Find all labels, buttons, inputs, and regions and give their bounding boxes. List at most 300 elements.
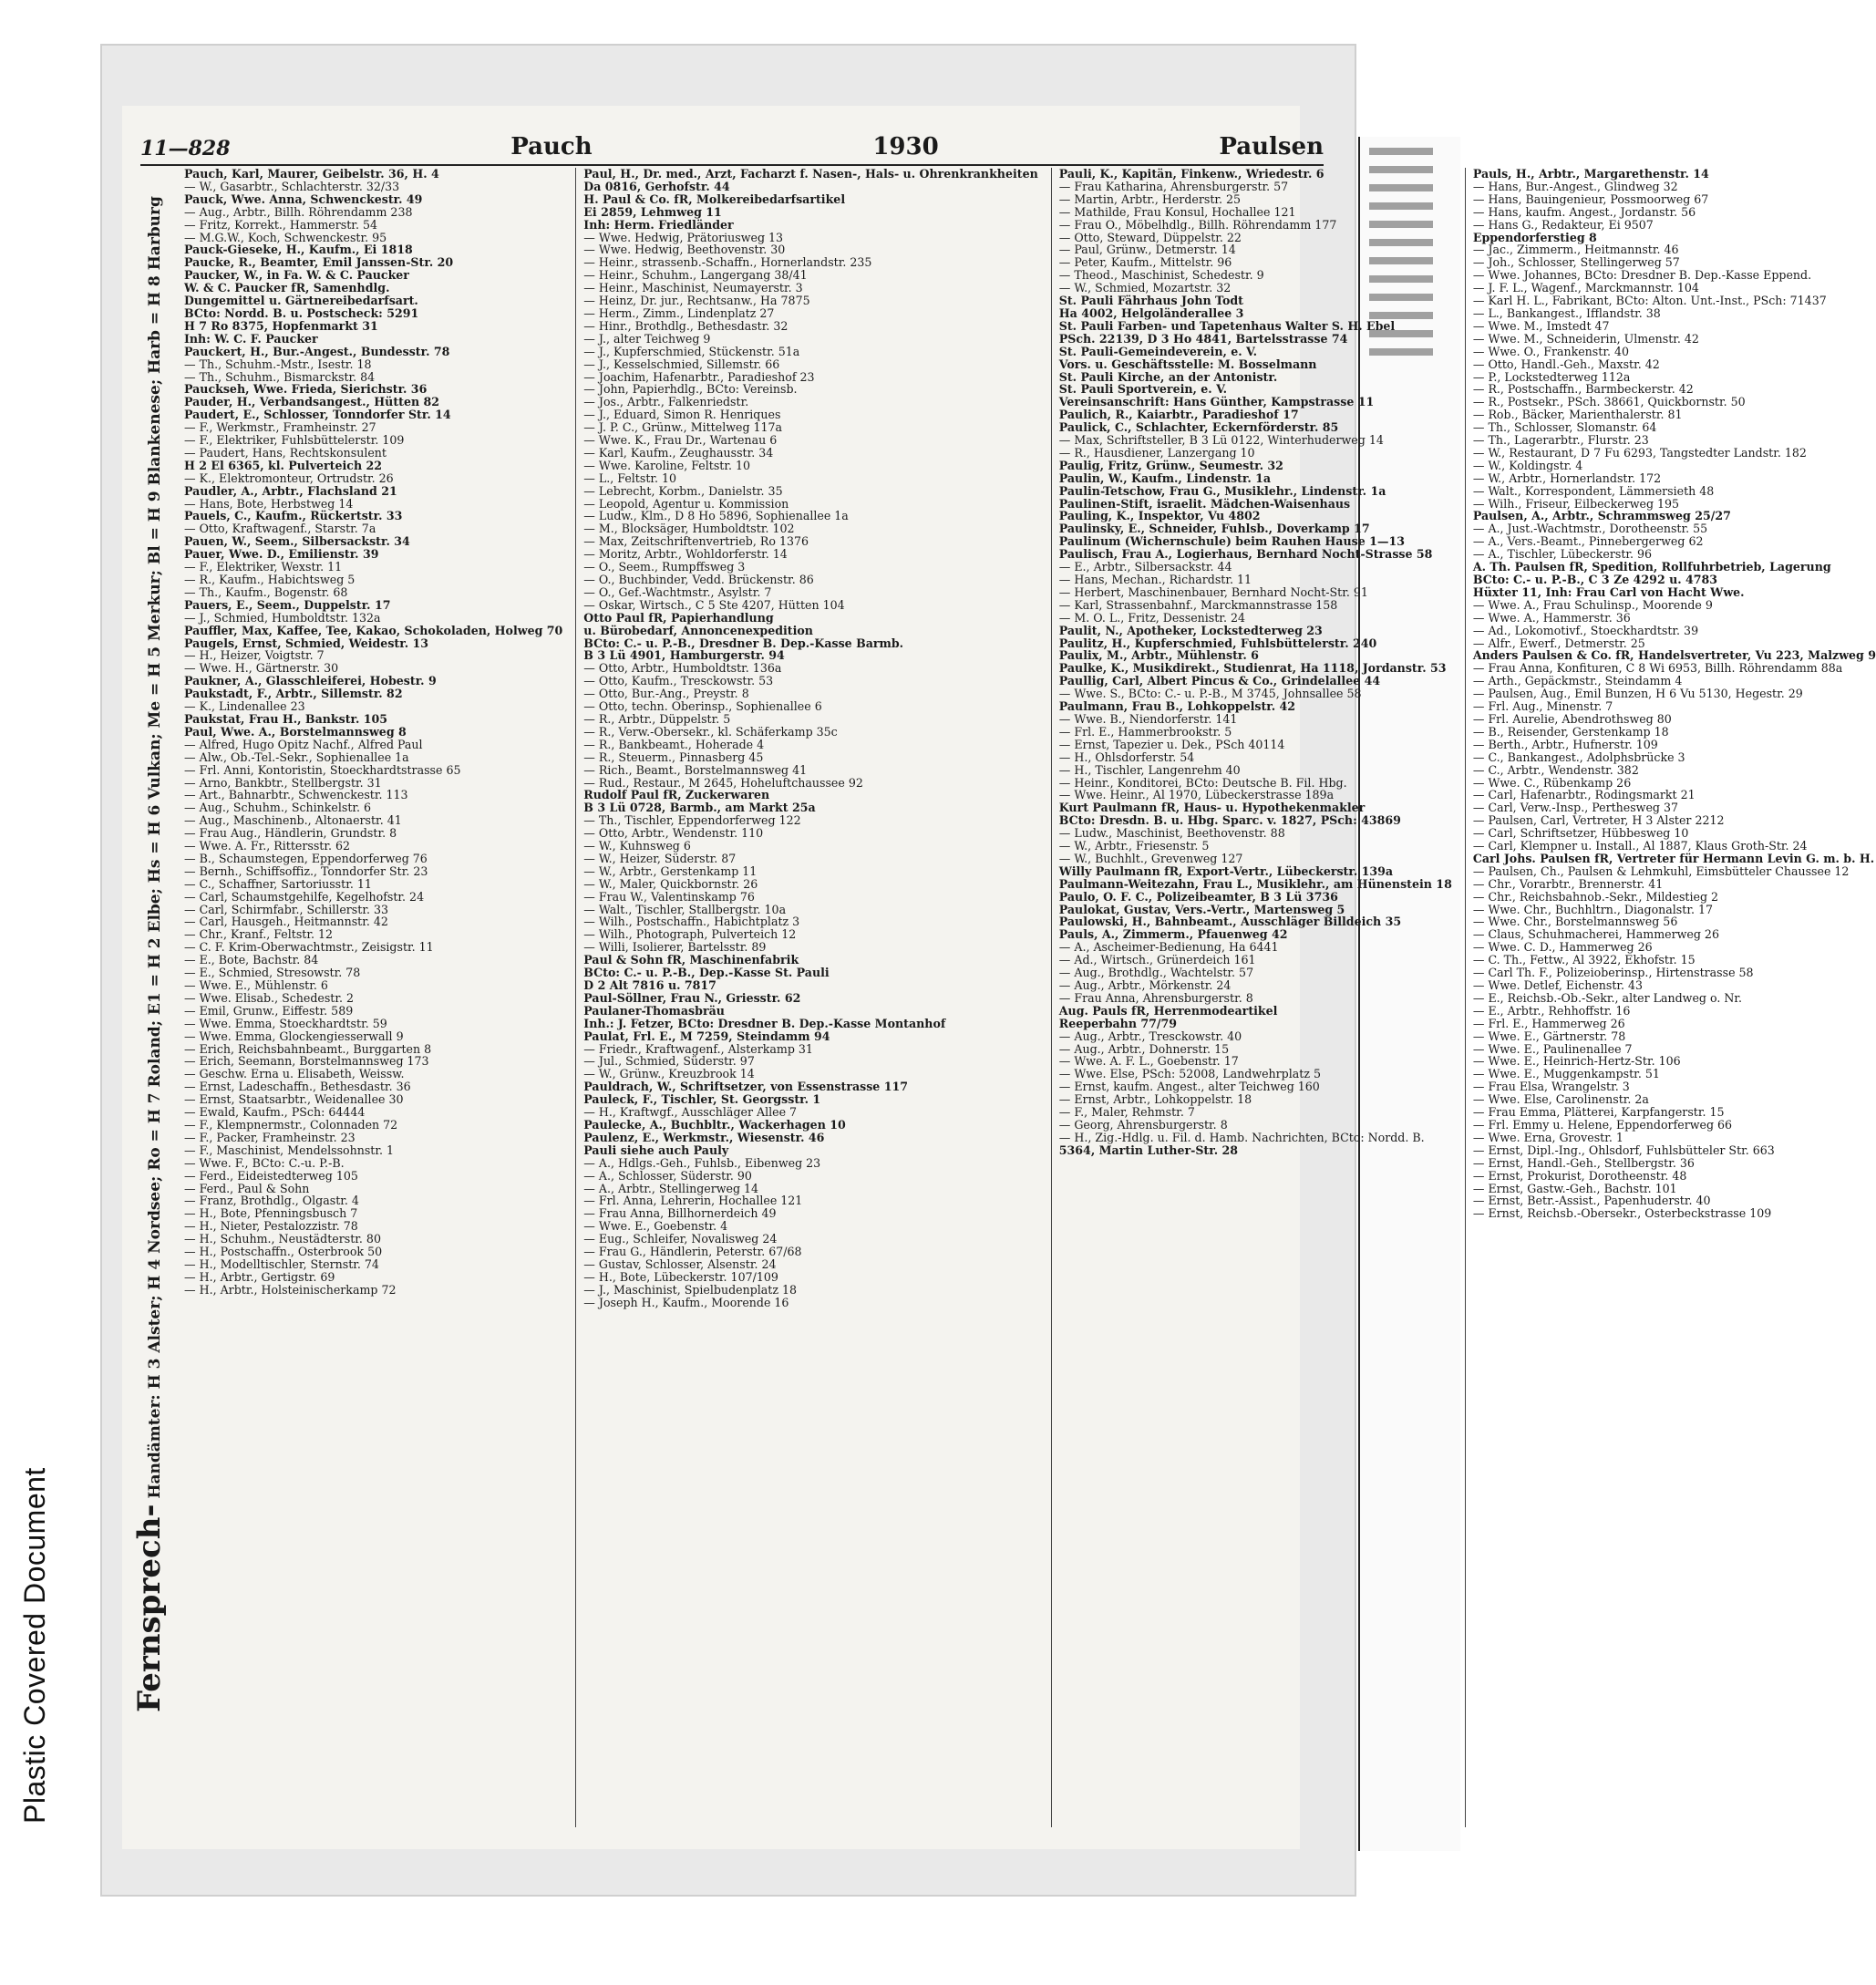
directory-entry: — H., Modelltischler, Sternstr. 74 — [184, 1256, 379, 1271]
directory-entry: — Friedr., Kraftwagenf., Alsterkamp 31 — [583, 1041, 813, 1056]
directory-entry: Pauels, C., Kaufm., Rückertstr. 33 — [184, 509, 403, 523]
directory-entry: A. Th. Paulsen fR, Spedition, Rollfuhrbetrieb, Lagerung — [1472, 560, 1831, 574]
directory-entry: Paul & Sohn fR, Maschinenfabrik — [583, 953, 799, 967]
directory-entry: — Ferd., Eideistedterweg 105 — [184, 1168, 358, 1183]
column-4 — [1465, 168, 1876, 1827]
directory-entry: — Wwe. S., BCto: C.- u. P.-B., M 3745, Johnsallee 58 — [1058, 687, 1362, 701]
directory-entry: — Wwe. M., Schneiderin, Ulmenstr. 42 — [1472, 331, 1699, 346]
directory-entry: — Ernst, Dipl.-Ing., Ohlsdorf, Fuhlsbütteler Str. 663 — [1472, 1142, 1775, 1157]
directory-entry: — Wwe. Emma, Glockengiesserwall 9 — [184, 1029, 404, 1043]
directory-entry: Paulenz, E., Werkmstr., Wiesenstr. 46 — [583, 1130, 825, 1144]
directory-entry: — W., Restaurant, D 7 Fu 6293, Tangstedter Landstr. 182 — [1472, 445, 1807, 460]
directory-entry: — Gustav, Schlosser, Alsenstr. 24 — [583, 1256, 777, 1271]
directory-entry: — Erich, Reichsbahnbeamt., Burggarten 8 — [184, 1041, 432, 1056]
directory-entry: — Otto, Handl.-Geh., Maxstr. 42 — [1472, 357, 1660, 371]
directory-entry: — Wwe. E., Mühlenstr. 6 — [184, 978, 328, 992]
directory-entry: — Frau G., Händlerin, Peterstr. 67/68 — [583, 1245, 802, 1259]
directory-entry: — H., Tischler, Langenrehm 40 — [1058, 762, 1241, 777]
directory-entry: — M.G.W., Koch, Schwenckestr. 95 — [184, 230, 387, 244]
directory-entry: — H., Arbtr., Holsteinischerkamp 72 — [184, 1282, 397, 1297]
directory-entry: Paulinsky, E., Schneider, Fuhlsb., Doverkamp 17 — [1058, 522, 1370, 536]
directory-entry: Pauli, K., Kapitän, Finkenw., Wriedestr. 6 — [1058, 167, 1325, 181]
directory-entry: — Ernst, Prokurist, Dorotheenstr. 48 — [1472, 1168, 1687, 1183]
directory-entry: — Wwe. Johannes, BCto: Dresdner B. Dep.-Kasse Eppend. — [1472, 268, 1812, 283]
directory-entry: — Joh., Schlosser, Stellingerweg 57 — [1472, 255, 1680, 270]
directory-entry: — Alfr., Ewerf., Detmerstr. 25 — [1472, 636, 1645, 650]
directory-entry: — Wwe. E., Muggenkampstr. 51 — [1472, 1067, 1660, 1081]
directory-entry: — R., Hausdiener, Lanzergang 10 — [1058, 445, 1255, 460]
directory-entry: — Leopold, Agentur u. Kommission — [583, 496, 789, 511]
directory-entry: — Wwe. Else, PSch: 52008, Landwehrplatz 5 — [1058, 1067, 1321, 1081]
directory-entry: — W., Maler, Quickbornstr. 26 — [583, 876, 758, 891]
directory-entry: — H., Nieter, Pestalozzistr. 78 — [184, 1219, 358, 1234]
directory-entry: — E., Reichsb.-Ob.-Sekr., alter Landweg o. Nr. — [1472, 990, 1742, 1005]
directory-entry: — Otto, Kraftwagenf., Starstr. 7a — [184, 522, 376, 536]
directory-entry: Paul-Söllner, Frau N., Griesstr. 62 — [583, 990, 801, 1005]
directory-entry: Paulin, W., Kaufm., Lindenstr. 1a — [1058, 470, 1272, 485]
directory-entry: — Oskar, Wirtsch., C 5 Ste 4207, Hütten 104 — [583, 597, 845, 612]
directory-entry: BCto: C.- u. P.-B., Dresdner B. Dep.-Kasse Barmb. — [583, 636, 904, 650]
directory-entry: Paulit, N., Apotheker, Lockstedterweg 23 — [1058, 623, 1323, 637]
directory-entry: — A., Tischler, Lübeckerstr. 96 — [1472, 547, 1653, 562]
directory-entry: — Paulsen, Carl, Vertreter, H 3 Alster 2212 — [1472, 813, 1725, 828]
directory-entry: Pauen, W., Seem., Silbersackstr. 34 — [184, 534, 410, 549]
header-year: 1930 — [872, 133, 939, 160]
directory-entry: — R., Postschaffn., Barmbeckerstr. 42 — [1472, 382, 1694, 397]
directory-entry: — M., Blocksäger, Humboldtstr. 102 — [583, 522, 795, 536]
directory-entry: Paukner, A., Glasschleiferei, Hobestr. 9 — [184, 674, 437, 688]
directory-entry: — A., Schlosser, Süderstr. 90 — [583, 1168, 752, 1183]
directory-entry: Paulmann-Weitezahn, Frau L., Musiklehr., am Hünenstein 18 — [1058, 876, 1452, 891]
directory-entry: B 3 Lü 4901, Hamburgerstr. 94 — [583, 648, 785, 663]
header-left-word: Pauch — [510, 133, 593, 160]
directory-entry: — Ewald, Kaufm., PSch: 64444 — [184, 1105, 366, 1120]
directory-entry: Pauldrach, W., Schriftsetzer, von Essenstrasse 117 — [583, 1080, 908, 1094]
directory-entry: St. Pauli Kirche, an der Antonistr. — [1058, 369, 1278, 384]
directory-entry: — Th., Schuhm.-Mstr., Isestr. 18 — [184, 357, 372, 371]
directory-entry: — Wilh., Postschaffn., Habichtplatz 3 — [583, 915, 800, 929]
directory-entry: Willy Paulmann fR, Export-Vertr., Lübeckerstr. 139a — [1058, 863, 1394, 878]
directory-entry: D 2 Alt 7816 u. 7817 — [583, 978, 716, 992]
directory-entry: — L., Feltstr. 10 — [583, 470, 677, 485]
directory-entry: — Geschw. Erna u. Elisabeth, Weissw. — [184, 1067, 405, 1081]
directory-entry: Paulmann, Frau B., Lohkoppelstr. 42 — [1058, 699, 1296, 714]
directory-entry: — Wwe. Heinr., Al 1970, Lübeckerstrasse 189a — [1058, 788, 1335, 802]
directory-entry: Inh.: J. Fetzer, BCto: Dresdner B. Dep.-Kasse Montanhof — [583, 1016, 946, 1030]
directory-entry: — F., Werkmstr., Framheinstr. 27 — [184, 420, 376, 435]
directory-entry: — Emil, Grunw., Eiffestr. 589 — [184, 1003, 354, 1018]
directory-entry: Paullig, Carl, Albert Pincus & Co., Grindelallee 44 — [1058, 674, 1381, 688]
directory-entry: — Wwe. E., Gärtnerstr. 78 — [1472, 1029, 1626, 1043]
directory-entry: — Frl. Anni, Kontoristin, Stoeckhardtstrasse 65 — [184, 762, 461, 777]
directory-entry: H 7 Ro 8375, Hopfenmarkt 31 — [184, 318, 378, 333]
directory-entry: — O., Buchbinder, Vedd. Brückenstr. 86 — [583, 573, 814, 586]
directory-entry: Paukstadt, F., Arbtr., Sillemstr. 82 — [184, 687, 403, 701]
directory-entry: — W., Arbtr., Friesenstr. 5 — [1058, 839, 1210, 853]
directory-entry: — Wwe. E., Paulinenallee 7 — [1472, 1041, 1633, 1056]
directory-entry: — W., Heizer, Süderstr. 87 — [583, 851, 737, 865]
directory-entry: Pauers, E., Seem., Duppelstr. 17 — [184, 597, 391, 612]
directory-entry: — Karl H. L., Fabrikant, BCto: Alton. Unt.-Inst., PSch: 71437 — [1472, 294, 1827, 308]
directory-entry: — Frl. E., Hammerbrookstr. 5 — [1058, 724, 1232, 739]
directory-entry: — Hans, Mechan., Richardstr. 11 — [1058, 573, 1252, 586]
directory-entry: — Franz, Brothdlg., Olgastr. 4 — [184, 1194, 359, 1208]
directory-entry: — Carl, Schirmfabr., Schillerstr. 33 — [184, 902, 388, 916]
directory-entry: — Ernst, Ladeschaffn., Bethesdastr. 36 — [184, 1080, 411, 1094]
directory-entry: — Art., Bahnarbtr., Schwenckestr. 113 — [184, 788, 408, 802]
directory-entry: — B., Schaumstegen, Eppendorferweg 76 — [184, 851, 428, 865]
strip-subtitle: Handämter: — [146, 1394, 164, 1499]
directory-entry: Paulaner-Thomasbräu — [583, 1003, 725, 1018]
directory-entry: — Max, Zeitschriftenvertrieb, Ro 1376 — [583, 534, 809, 549]
directory-entry: — H., Arbtr., Gertigstr. 69 — [184, 1269, 335, 1284]
directory-entry: — F., Maler, Rehmstr. 7 — [1058, 1105, 1195, 1120]
directory-entry: — H., Postschaffn., Osterbrook 50 — [184, 1245, 383, 1259]
directory-entry: Rudolf Paul fR, Zuckerwaren — [583, 788, 770, 802]
directory-entry: Aug. Pauls fR, Herrenmodeartikel — [1058, 1003, 1278, 1018]
directory-entry: Pauck-Gieseke, H., Kaufm., Ei 1818 — [184, 243, 413, 257]
strip-title: Fernsprech- — [131, 1504, 168, 1712]
page-number: 11—828 — [140, 137, 231, 160]
directory-entry: — E., Arbtr., Silbersackstr. 44 — [1058, 560, 1232, 574]
directory-entry: — Otto, Steward, Düppelstr. 22 — [1058, 230, 1242, 244]
directory-entry: — Wwe. C. D., Hammerweg 26 — [1472, 940, 1653, 955]
directory-entry: — Herbert, Maschinenbauer, Bernhard Nocht-Str. 91 — [1058, 584, 1368, 599]
directory-entry: — H., Zig.-Hdlg. u. Fil. d. Hamb. Nachrichten, BCto: Nordd. B. — [1058, 1130, 1425, 1144]
directory-entry: — Heinr., Maschinist, Neumayerstr. 3 — [583, 281, 803, 295]
header-right-word: Paulsen — [1219, 133, 1324, 160]
directory-entry: — Martin, Arbtr., Herderstr. 25 — [1058, 191, 1242, 206]
directory-entry: — Ernst, Betr.-Assist., Papenhuderstr. 40 — [1472, 1194, 1711, 1208]
directory-entry: — Claus, Schuhmacherei, Hammerweg 26 — [1472, 927, 1719, 942]
directory-entry: — B., Reisender, Gerstenkamp 18 — [1472, 724, 1669, 739]
directory-entry: Pauer, Wwe. D., Emilienstr. 39 — [184, 547, 379, 562]
directory-entry: — Wwe. Chr., Borstelmannsweg 56 — [1472, 915, 1678, 929]
directory-entry: — J., alter Teichweg 9 — [583, 331, 711, 346]
directory-entry: — Aug., Arbtr., Tresckowstr. 40 — [1058, 1029, 1242, 1043]
directory-entry: Eppendorferstieg 8 — [1472, 230, 1597, 244]
directory-entry: — Wwe. O., Frankenstr. 40 — [1472, 344, 1629, 358]
directory-entry: — Jos., Arbtr., Falkenriedstr. — [583, 395, 749, 409]
directory-entry: — Heinz, Dr. jur., Rechtsanw., Ha 7875 — [583, 294, 810, 308]
directory-entry: St. Pauli Fährhaus John Todt — [1058, 294, 1244, 308]
directory-entry: — Eug., Schleifer, Novalisweg 24 — [583, 1232, 778, 1246]
directory-entry: — Ernst, Staatsarbtr., Weidenallee 30 — [184, 1092, 404, 1107]
page-content — [100, 44, 1876, 1897]
directory-entry: — Th., Lagerarbtr., Flurstr. 23 — [1472, 433, 1649, 448]
directory-entry: — Ernst, Arbtr., Lohkoppelstr. 18 — [1058, 1092, 1252, 1107]
directory-entry: H. Paul & Co. fR, Molkereibedarfsartikel — [583, 191, 846, 206]
directory-entry: — Hans, Bauingenieur, Possmoorweg 67 — [1472, 191, 1709, 206]
directory-entry: — Wwe. C., Rübenkamp 26 — [1472, 775, 1632, 790]
directory-entry: — Frl. Aug., Minenstr. 7 — [1472, 699, 1613, 714]
directory-entry: — Ernst, Handl.-Geh., Stellbergstr. 36 — [1472, 1155, 1695, 1170]
directory-entry: Paudler, A., Arbtr., Flachsland 21 — [184, 483, 397, 498]
directory-entry: — W., Buchhlt., Grevenweg 127 — [1058, 851, 1243, 865]
directory-entry: — O., Gef.-Wachtmstr., Asylstr. 7 — [583, 584, 772, 599]
directory-entry: — Wilh., Photograph, Pulverteich 12 — [583, 927, 797, 942]
directory-entry: — Alw., Ob.-Tel.-Sekr., Sophienallee 1a — [184, 750, 409, 764]
directory-entry: — Frau Elsa, Wrangelstr. 3 — [1472, 1080, 1630, 1094]
directory-entry: — Georg, Ahrensburgerstr. 8 — [1058, 1117, 1228, 1132]
directory-entry: — Wwe. Else, Carolinenstr. 2a — [1472, 1092, 1649, 1107]
directory-entry: — Wwe. F., BCto: C.-u. P.-B. — [184, 1155, 345, 1170]
directory-entry: — J., Maschinist, Spielbudenplatz 18 — [583, 1282, 798, 1297]
directory-entry: — Wwe. A. F. L., Goebenstr. 17 — [1058, 1054, 1239, 1069]
directory-entry: St. Pauli Sportverein, e. V. — [1058, 382, 1228, 397]
directory-entry: — Lebrecht, Korbm., Danielstr. 35 — [583, 483, 783, 498]
directory-entry: — Aug., Maschinenb., Altonaerstr. 41 — [184, 813, 402, 828]
directory-entry: Hüxter 11, Inh: Frau Carl von Hacht Wwe. — [1472, 584, 1745, 599]
directory-entry: Paukstat, Frau H., Bankstr. 105 — [184, 711, 388, 726]
directory-entry: — Carl, Schaumstgehilfe, Kegelhofstr. 24 — [184, 889, 425, 904]
directory-entry: — Rud., Restaur., M 2645, Hoheluftchaussee 92 — [583, 775, 863, 790]
directory-entry: PSch. 22139, D 3 Ho 4841, Bartelsstrasse 74 — [1058, 331, 1348, 346]
directory-entry: — R., Bankbeamt., Hoherade 4 — [583, 737, 765, 751]
directory-entry: Paul, H., Dr. med., Arzt, Facharzt f. Nasen-, Hals- u. Ohrenkrankheiten — [583, 167, 1038, 181]
directory-entry: — C. Th., Fettw., Al 3922, Ekhofstr. 15 — [1472, 953, 1696, 967]
directory-entry: Kurt Paulmann fR, Haus- u. Hypothekenmakler — [1058, 801, 1366, 815]
directory-entry: Paulo, O. F. C., Polizeibeamter, B 3 Lü 3736 — [1058, 889, 1338, 904]
directory-entry: — Ernst, Gastw.-Geh., Bachstr. 101 — [1472, 1181, 1677, 1195]
directory-entry: — H., Heizer, Voigtstr. 7 — [184, 648, 325, 663]
directory-entry: — Hans, kaufm. Angest., Jordanstr. 56 — [1472, 204, 1696, 219]
directory-entry: — Hans, Bur.-Angest., Glindweg 32 — [1472, 179, 1678, 193]
directory-entry: — Chr., Kranf., Feltstr. 12 — [184, 927, 334, 942]
directory-entry: — Berth., Arbtr., Hufnerstr. 109 — [1472, 737, 1658, 751]
directory-entry: Ha 4002, Helgoländerallee 3 — [1058, 305, 1244, 320]
directory-entry: — R., Arbtr., Düppelstr. 5 — [583, 711, 731, 726]
directory-entry: — Paulsen, Aug., Emil Bunzen, H 6 Vu 5130, Hegestr. 29 — [1472, 687, 1803, 701]
directory-entry: — Wwe. Hedwig, Beethovenstr. 30 — [583, 243, 786, 257]
directory-entry: Vereinsanschrift: Hans Günther, Kampstrasse 11 — [1058, 395, 1375, 409]
directory-entry: Paulitz, H., Kupferschmied, Fuhlsbüttelerstr. 240 — [1058, 636, 1377, 650]
directory-entry: Paulix, M., Arbtr., Mühlenstr. 6 — [1058, 648, 1259, 663]
directory-entry: — W., Kuhnsweg 6 — [583, 839, 691, 853]
directory-entry: — Wwe. M., Imstedt 47 — [1472, 318, 1610, 333]
directory-entry: — Frl. E., Hammerweg 26 — [1472, 1016, 1625, 1030]
directory-entry: — Mathilde, Frau Konsul, Hochallee 121 — [1058, 204, 1296, 219]
directory-entry: — Wwe. A., Frau Schulinsp., Moorende 9 — [1472, 597, 1713, 612]
directory-entry: — H., Bote, Lübeckerstr. 107/109 — [583, 1269, 778, 1284]
directory-entry: — Arth., Gepäckmstr., Steindamm 4 — [1472, 674, 1683, 688]
directory-entry: B 3 Lü 0728, Barmb., am Markt 25a — [583, 801, 816, 815]
directory-entry: H 2 El 6365, kl. Pulverteich 22 — [184, 458, 383, 472]
directory-entry: — Moritz, Arbtr., Wohldorferstr. 14 — [583, 547, 788, 562]
directory-entry: Paulsen, A., Arbtr., Schrammsweg 25/27 — [1472, 509, 1731, 523]
directory-entry: — Ad., Lokomotivf., Stoeckhardtstr. 39 — [1472, 623, 1699, 637]
directory-entry: — H., Kraftwgf., Ausschläger Allee 7 — [583, 1105, 798, 1120]
directory-entry: — Carl Th. F., Polizeioberinsp., Hirtenstrasse 58 — [1472, 966, 1754, 980]
directory-entry: 5364, Martin Luther-Str. 28 — [1058, 1142, 1239, 1157]
directory-entry: — J., Kupferschmied, Stückenstr. 51a — [583, 344, 800, 358]
directory-entry: — K., Lindenallee 23 — [184, 699, 305, 714]
directory-entry: — Arno, Bankbtr., Stellbergstr. 31 — [184, 775, 382, 790]
directory-entry: Pauck, Wwe. Anna, Schwenckestr. 49 — [184, 191, 423, 206]
directory-entry: — E., Bote, Bachstr. 84 — [184, 953, 319, 967]
directory-entry: — Walt., Tischler, Stallbergstr. 10a — [583, 902, 787, 916]
directory-entry: Paulat, Frl. E., M 7259, Steindamm 94 — [583, 1029, 830, 1043]
directory-entry: — Karl, Kaufm., Zeughausstr. 34 — [583, 445, 774, 460]
directory-entry: — Chr., Reichsbahnob.-Sekr., Mildestieg 2 — [1472, 889, 1719, 904]
directory-entry: — Frau Emma, Plätterei, Karpfangerstr. 15 — [1472, 1105, 1725, 1120]
directory-entry: Paugels, Ernst, Schmied, Weidestr. 13 — [184, 636, 429, 650]
directory-entry: — A., Ascheimer-Bedienung, Ha 6441 — [1058, 940, 1279, 955]
directory-entry: — C., Arbtr., Wendenstr. 382 — [1472, 762, 1639, 777]
directory-entry: W. & C. Paucker fR, Samenhdlg. — [184, 281, 390, 295]
directory-entry: Paulowski, H., Bahnbeamt., Ausschläger Billdeich 35 — [1058, 915, 1402, 929]
directory-entry: — J. F. L., Wagenf., Marckmannstr. 104 — [1472, 281, 1699, 295]
directory-entry: — W., Schmied, Mozartstr. 32 — [1058, 281, 1232, 295]
directory-entry: — A., Arbtr., Stellingerweg 14 — [583, 1181, 759, 1195]
directory-entry: Reeperbahn 77/79 — [1058, 1016, 1178, 1030]
directory-entry: — C., Schaffner, Sartoriusstr. 11 — [184, 876, 372, 891]
directory-entry: — Carl, Hafenarbtr., Rodingsmarkt 21 — [1472, 788, 1696, 802]
directory-entry: Paulick, C., Schlachter, Eckernförderstr. 85 — [1058, 420, 1339, 435]
directory-entry: Inh: W. C. F. Paucker — [184, 331, 318, 346]
directory-entry: — O., Seem., Rumpffsweg 3 — [583, 560, 746, 574]
directory-entry: Da 0816, Gerhofstr. 44 — [583, 179, 730, 193]
directory-entry: — M. O. L., Fritz, Dessenistr. 24 — [1058, 610, 1245, 625]
directory-entry: — J., Schmied, Humboldtstr. 132a — [184, 610, 381, 625]
directory-entry: — Carl, Schriftsetzer, Hübbesweg 10 — [1472, 826, 1689, 841]
directory-entry: — Frau Aug., Händlerin, Grundstr. 8 — [184, 826, 397, 841]
column-2 — [575, 168, 1037, 1827]
directory-entry: — Hinr., Brothdlg., Bethesdastr. 32 — [583, 318, 789, 333]
directory-entry: — H., Ohlsdorferstr. 54 — [1058, 750, 1195, 764]
directory-entry: — Alfred, Hugo Opitz Nachf., Alfred Paul — [184, 737, 423, 751]
directory-entry: — Th., Schuhm., Bismarckstr. 84 — [184, 369, 376, 384]
directory-entry: Paulecke, A., Buchbltr., Wackerhagen 10 — [583, 1117, 846, 1132]
directory-entry: — F., Maschinist, Mendelssohnstr. 1 — [184, 1142, 395, 1157]
directory-entry: — Joachim, Hafenarbtr., Paradieshof 23 — [583, 369, 815, 384]
directory-entry: Pauls, H., Arbtr., Margarethenstr. 14 — [1472, 167, 1709, 181]
directory-entry: u. Bürobedarf, Annoncenexpedition — [583, 623, 813, 637]
directory-entry: — Otto, Arbtr., Humboldtstr. 136a — [583, 661, 782, 676]
directory-entry: Vors. u. Geschäftsstelle: M. Bosselmann — [1058, 357, 1317, 371]
directory-entry: — Wwe. E., Goebenstr. 4 — [583, 1219, 728, 1234]
directory-entry: — Aug., Schuhm., Schinkelstr. 6 — [184, 801, 372, 815]
directory-entry: — Aug., Arbtr., Mörkenstr. 24 — [1058, 978, 1232, 992]
directory-entry: — Wwe. B., Niendorferstr. 141 — [1058, 711, 1238, 726]
directory-entry: — Frau W., Valentinskamp 76 — [583, 889, 755, 904]
directory-entry: — Frau O., Möbelhdlg., Billh. Röhrendamm 177 — [1058, 217, 1337, 232]
directory-entry: — C., Bankangest., Adolphsbrücke 3 — [1472, 750, 1685, 764]
directory-entry: — Paul, Grünw., Detmerstr. 14 — [1058, 243, 1236, 257]
directory-entry: — Wwe. Chr., Buchhltrn., Diagonalstr. 17 — [1472, 902, 1714, 916]
directory-entry: — Frl. Aurelie, Abendrothsweg 80 — [1472, 711, 1672, 726]
directory-entry: — Bernh., Schiffsoffiz., Tonndorfer Str. 23 — [184, 863, 428, 878]
directory-entry: — Otto, techn. Oberinsp., Sophienallee 6 — [583, 699, 822, 714]
directory-entry: — Frau Anna, Billhornerdeich 49 — [583, 1206, 777, 1221]
directory-entry: Paucke, R., Beamter, Emil Janssen-Str. 20 — [184, 255, 454, 270]
directory-entry: — Joseph H., Kaufm., Moorende 16 — [583, 1295, 789, 1309]
directory-entry: — Frau Katharina, Ahrensburgerstr. 57 — [1058, 179, 1289, 193]
directory-entry: Pauckert, H., Bur.-Angest., Bundesstr. 78 — [184, 344, 450, 358]
directory-entry: — R., Postsekr., PSch. 38661, Quickbornstr. 50 — [1472, 395, 1746, 409]
directory-entry: — Wwe. Erna, Grovestr. 1 — [1472, 1130, 1623, 1144]
directory-entry: — Ernst, Tapezier u. Dek., PSch 40114 — [1058, 737, 1285, 751]
directory-entry: Paul, Wwe. A., Borstelmannsweg 8 — [184, 724, 407, 739]
directory-entry: — Wwe. A., Hammerstr. 36 — [1472, 610, 1631, 625]
directory-entry: BCto: C.- u. P.-B., Dep.-Kasse St. Pauli — [583, 966, 830, 980]
directory-entry: — W., Arbtr., Hornerlandstr. 172 — [1472, 470, 1662, 485]
directory-entry: Pauleck, F., Tischler, St. Georgsstr. 1 — [583, 1092, 821, 1107]
directory-entry: — L., Bankangest., Ifflandstr. 38 — [1472, 305, 1661, 320]
directory-entry: Paulisch, Frau A., Logierhaus, Bernhard Nocht-Strasse 58 — [1058, 547, 1433, 562]
directory-entry: — F., Elektriker, Wexstr. 11 — [184, 560, 343, 574]
directory-entry: — Walt., Korrespondent, Lämmersieth 48 — [1472, 483, 1715, 498]
directory-entry: — W., Koldingstr. 4 — [1472, 458, 1583, 472]
directory-entry: — Heinr., Schuhm., Langergang 38/41 — [583, 268, 808, 283]
directory-entry: Paulke, K., Musikdirekt., Studienrat, Ha 1118, Jordanstr. 53 — [1058, 661, 1447, 676]
directory-entry: Ei 2859, Lehmweg 11 — [583, 204, 722, 219]
directory-entry: — Wwe. A. Fr., Rittersstr. 62 — [184, 839, 351, 853]
directory-entry: — F., Elektriker, Fuhlsbüttelerstr. 109 — [184, 433, 405, 448]
directory-entry: — Peter, Kaufm., Mittelstr. 96 — [1058, 255, 1232, 270]
directory-entry: — Aug., Brothdlg., Wachtelstr. 57 — [1058, 966, 1254, 980]
directory-entry: Paulin-Tetschow, Frau G., Musiklehr., Lindenstr. 1a — [1058, 483, 1386, 498]
directory-entry: — Hans, Bote, Herbstweg 14 — [184, 496, 354, 511]
directory-entry: — Karl, Strassenbahnf., Marckmannstrasse 158 — [1058, 597, 1338, 612]
directory-entry: — E., Arbtr., Rehhoffstr. 16 — [1472, 1003, 1631, 1018]
directory-entry: — Paulsen, Ch., Paulsen & Lehmkuhl, Eimsbütteler Chaussee 12 — [1472, 863, 1850, 878]
directory-entry: Pauckseh, Wwe. Frieda, Sierichstr. 36 — [184, 382, 428, 397]
directory-entry: — Ferd., Paul & Sohn — [184, 1181, 310, 1195]
page-header — [140, 119, 1324, 166]
directory-entry: Pauling, K., Inspektor, Vu 4802 — [1058, 509, 1261, 523]
directory-entry: St. Pauli Farben- und Tapetenhaus Walter S. H. Ebel — [1058, 318, 1396, 333]
directory-entry: — Rich., Beamt., Borstelmannsweg 41 — [583, 762, 808, 777]
directory-entry: — Paudert, Hans, Rechtskonsulent — [184, 445, 387, 460]
directory-entry: — Ludw., Maschinist, Beethovenstr. 88 — [1058, 826, 1285, 841]
directory-entry: — H., Schuhm., Neustädterstr. 80 — [184, 1232, 381, 1246]
side-label: Plastic Covered Document — [18, 1467, 51, 1824]
directory-entry: — Rob., Bäcker, Marienthalerstr. 81 — [1472, 408, 1683, 422]
directory-entry: — Ernst, Reichsb.-Obersekr., Osterbeckstrasse 109 — [1472, 1206, 1772, 1221]
directory-entry: — A., Hdlgs.-Geh., Fuhlsb., Eibenweg 23 — [583, 1155, 821, 1170]
directory-entry: Paudert, E., Schlosser, Tonndorfer Str. 14 — [184, 408, 451, 422]
directory-entry: — Ad., Wirtsch., Grünerdeich 161 — [1058, 953, 1256, 967]
directory-entry: BCto: Dresdn. B. u. Hbg. Sparc. v. 1827, PSch: 43869 — [1058, 813, 1401, 828]
directory-entry: — Jac., Zimmerm., Heitmannstr. 46 — [1472, 243, 1679, 257]
directory-entry: — Wwe. E., Heinrich-Hertz-Str. 106 — [1472, 1054, 1681, 1069]
directory-entry: — John, Papierhdlg., BCto: Vereinsb. — [583, 382, 798, 397]
directory-entry: — W., Gasarbtr., Schlachterstr. 32/33 — [184, 179, 400, 193]
directory-entry: Paulokat, Gustav, Vers.-Vertr., Martensweg 5 — [1058, 902, 1345, 916]
directory-columns — [177, 167, 1876, 1827]
directory-entry: — Jul., Schmied, Süderstr. 97 — [583, 1054, 755, 1069]
directory-entry: — Heinr., Konditorei, BCto: Deutsche B. Fil. Hbg. — [1058, 775, 1347, 790]
directory-entry: — Wwe. Elisab., Schedestr. 2 — [184, 990, 355, 1005]
directory-entry: — J., Kesselschmied, Sillemstr. 66 — [583, 357, 780, 371]
directory-entry: — Frau Anna, Ahrensburgerstr. 8 — [1058, 990, 1253, 1005]
phone-exchange-strip — [131, 196, 168, 1712]
directory-entry: — Ludw., Klm., D 8 Ho 5896, Sophienallee 1a — [583, 509, 849, 523]
directory-entry: — Max, Schriftsteller, B 3 Lü 0122, Winterhuderweg 14 — [1058, 433, 1384, 448]
directory-entry: Paulinum (Wichernschule) beim Rauhen Hause 1—13 — [1058, 534, 1405, 549]
directory-entry: Pauch, Karl, Maurer, Geibelstr. 36, H. 4 — [184, 167, 439, 181]
directory-entry: — Theod., Maschinist, Schedestr. 9 — [1058, 268, 1264, 283]
directory-entry: — Wwe. Karoline, Feltstr. 10 — [583, 458, 751, 472]
directory-entry: BCto: Nordd. B. u. Postscheck: 5291 — [184, 305, 419, 320]
directory-entry: — W., Grünw., Kreuzbrook 14 — [583, 1067, 755, 1081]
directory-entry: — Th., Schlosser, Slomanstr. 64 — [1472, 420, 1657, 435]
directory-entry: — Heinr., strassenb.-Schaffn., Hornerlandstr. 235 — [583, 255, 872, 270]
directory-entry: — J. P. C., Grünw., Mittelweg 117a — [583, 420, 783, 435]
directory-entry: Carl Johs. Paulsen fR, Vertreter für Hermann Levin G. m. b. H. — [1472, 851, 1875, 865]
directory-entry: — W., Arbtr., Gerstenkamp 11 — [583, 863, 758, 878]
